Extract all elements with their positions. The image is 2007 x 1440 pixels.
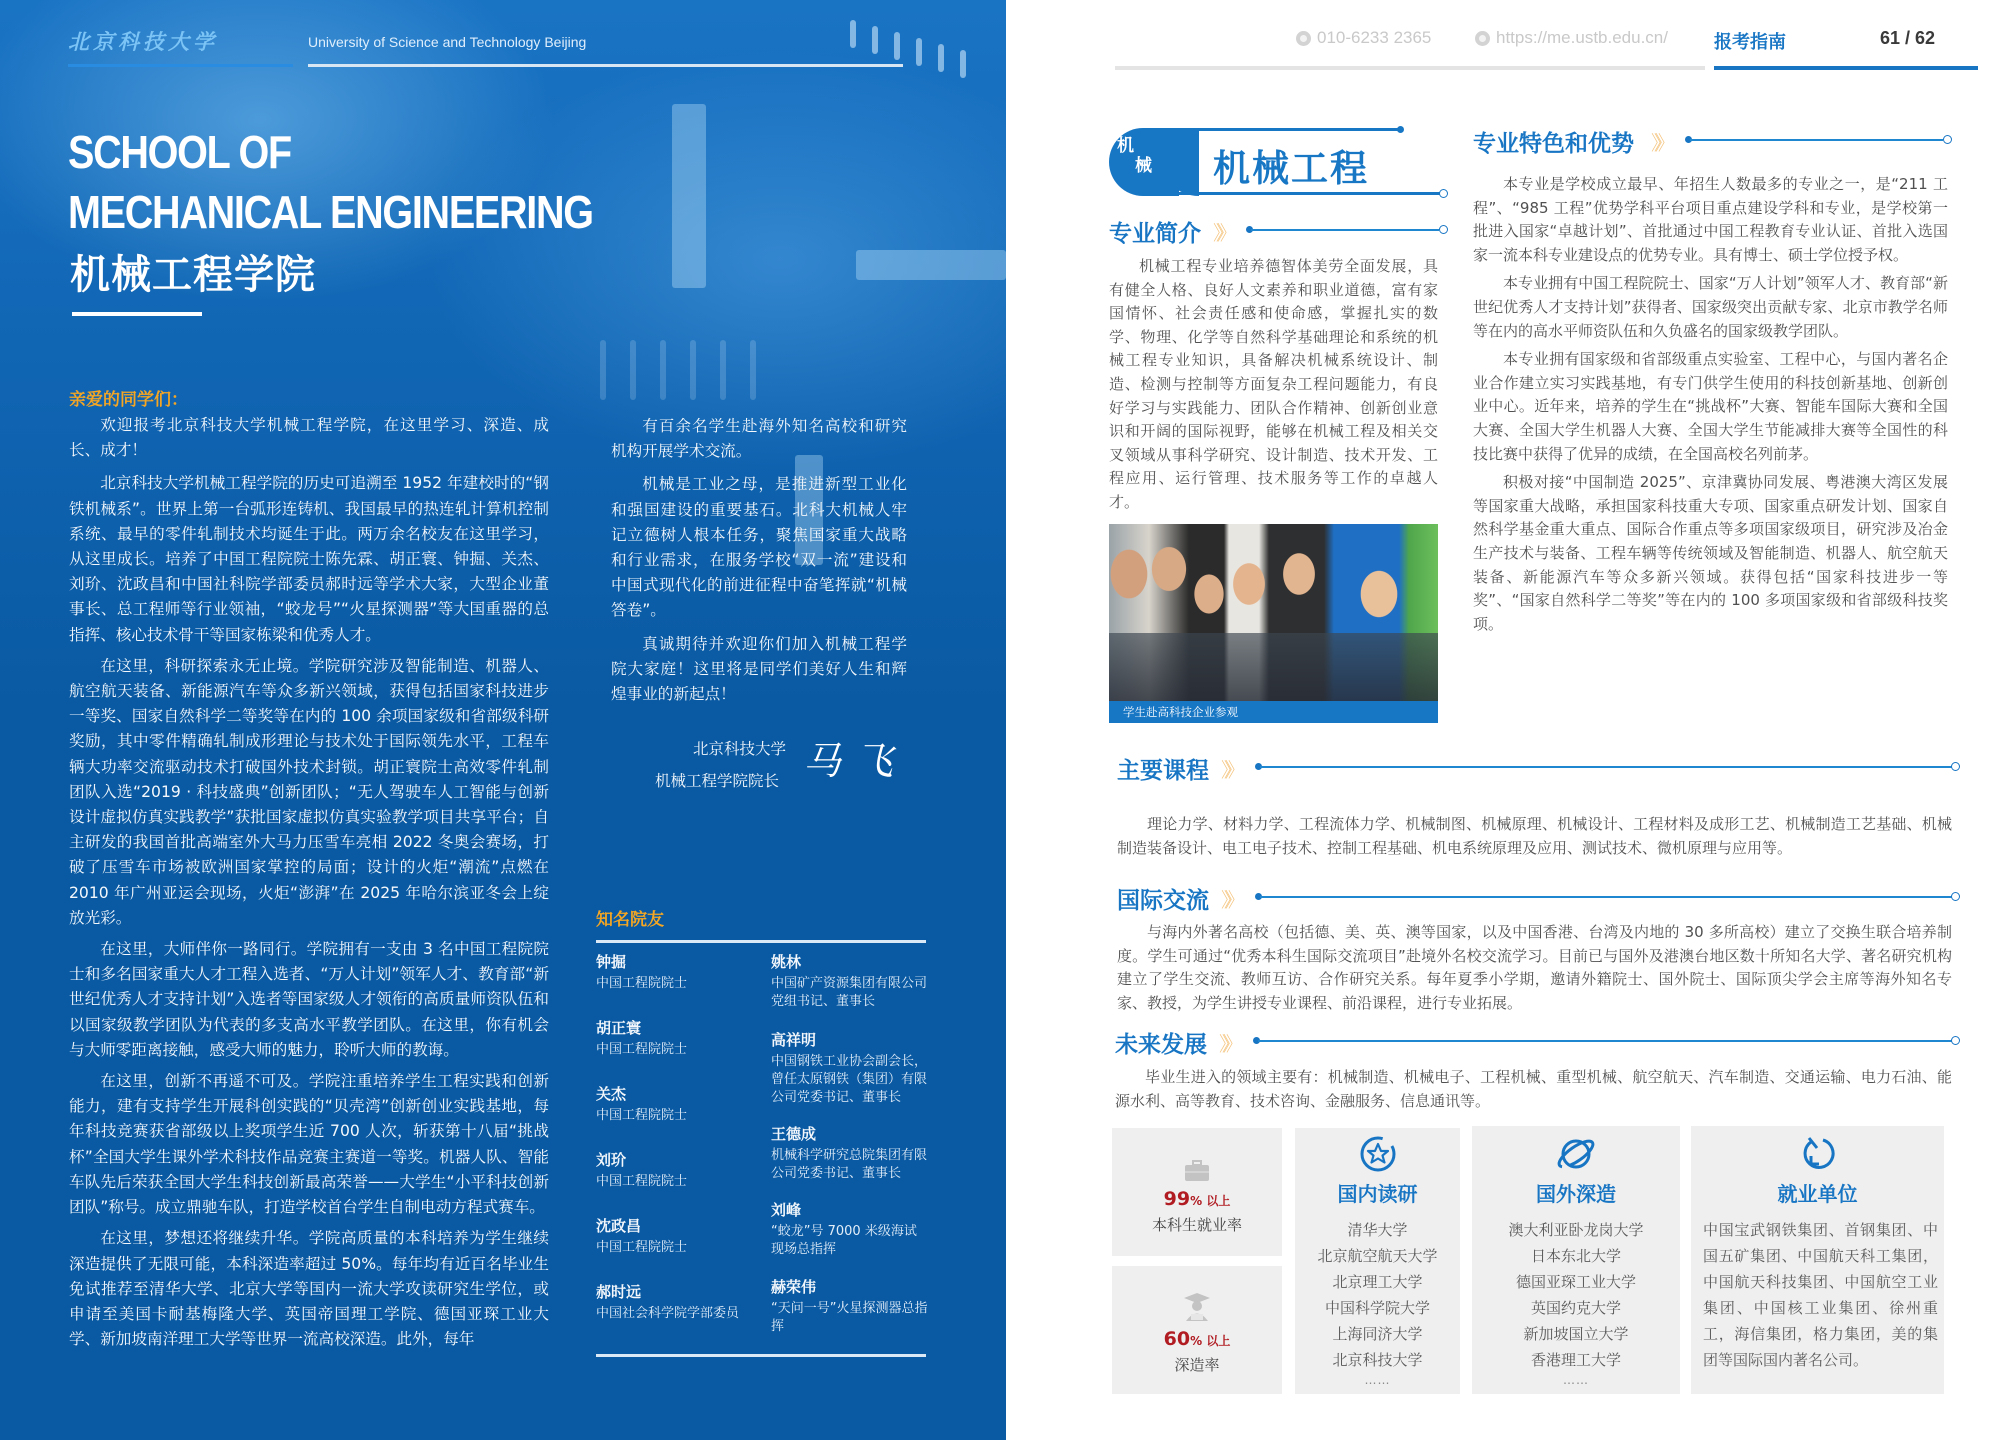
decorative-stripe — [916, 38, 922, 66]
employers-text: 中国宝武钢铁集团、首钢集团、中国五矿集团、中国航天科工集团，中国航天科技集团、中国航空工业集团、中国核工业集团、徐州重工，海信集团，格力集团，美的集团等国际国内著名公司。 — [1703, 1221, 1938, 1369]
decorative-stripe — [600, 340, 606, 400]
future-paragraph: 毕业生进入的领域主要有：机械制造、机械电子、工程机械、重型机械、航空航天、汽车制造、交通运输、电力石油、能源水利、高等教育、技术咨询、金融服务、信息通讯等。 — [1115, 1068, 1952, 1110]
section-header-intro — [1109, 215, 1449, 247]
features-text — [1473, 173, 1948, 641]
alumni-item — [596, 952, 687, 993]
section-line — [1260, 896, 1952, 898]
section-line — [1251, 229, 1439, 231]
page-number: 61 / 62 — [1880, 28, 1936, 48]
alumni-role: 中国工程院院士 — [596, 976, 688, 991]
badge-line — [1179, 128, 1399, 131]
right-page — [1006, 0, 2007, 1440]
card-title: 国外深造 — [1536, 1182, 1616, 1206]
header-rule-accent — [1714, 66, 1978, 70]
section-header-future — [1115, 1026, 1962, 1058]
employment-rate-card — [1112, 1128, 1282, 1256]
decorative-stripe — [720, 340, 726, 400]
section-header-features — [1473, 125, 1953, 157]
phone-contact — [1296, 28, 1431, 48]
section-title: 专业特色和优势 — [1473, 131, 1634, 157]
further-study-rate-card — [1112, 1266, 1282, 1394]
letter-paragraph: 在这里，大师伴你一路同行。学院拥有一支由 3 名中国工程院院士和多名国家重大人才工程入选者、“万人计划”领军人才、教育部“新世纪优秀人才支持计划”入选者等国家级人才领衔的高质量师资队伍和以国家级教学团队为代表的多支高水平教学团队。在这里，你有机会与大师零距离接触，感受大师的魅力，聆听大师的教诲。 — [69, 940, 549, 1059]
university-item: 上海同济大学 — [1332, 1325, 1423, 1343]
courses-paragraph: 理论力学、材料力学、工程流体力学、机械制图、机械原理、机械设计、工程材料及成形工艺、机械制造工艺基础、机械制造装备设计、电工电子技术、控制工程基础、机电系统原理及应用、测试技术、微机原理与应用等。 — [1117, 815, 1952, 857]
dean-letter-column-1 — [69, 387, 549, 1358]
alumni-name: 钟掘 — [596, 953, 627, 971]
chevron-icon: 》》 — [1651, 131, 1669, 155]
handwritten-signature: 马飞 — [803, 739, 908, 783]
more-ellipsis: …… — [1364, 1373, 1391, 1387]
university-item: 日本东北大学 — [1530, 1247, 1621, 1265]
alumni-name: 王德成 — [771, 1125, 817, 1143]
student-visit-photo — [1109, 524, 1438, 723]
letter-paragraph: 在这里，创新不再遥不可及。学院注重培养学生工程实践和创新能力，建有支持学生开展科创实践的“贝壳湾”创新创业实践基地，每年科技竞赛获省部级以上奖项学生近 700 人次，斩获第十八届“挑战杯”全国大学生课外学术科技作品竞赛主赛道一等奖。机器人队、智能车队先后荣获全国大学生科技创新最高荣誉——大学生“小平科技创新团队”称号。成立鼎驰车队，打造学校首台学生自制电动方程式赛车。 — [69, 1072, 549, 1217]
section-ring — [1951, 892, 1960, 901]
section-ring — [1951, 762, 1960, 771]
letter-paragraph: 欢迎报考北京科技大学机械工程学院，在这里学习、深造、成长、成才！ — [69, 416, 549, 460]
stat-number: 60 — [1163, 1328, 1191, 1350]
alumni-item — [596, 1018, 687, 1059]
school-title-english — [68, 122, 593, 242]
stat-number: 99 — [1163, 1188, 1191, 1210]
alumni-item — [771, 1124, 929, 1183]
power-icon — [1799, 1134, 1837, 1176]
section-title: 主要课程 — [1117, 758, 1209, 784]
employment-rate-label: 本科生就业率 — [1151, 1216, 1242, 1234]
university-item: 澳大利亚卧龙岗大学 — [1508, 1221, 1644, 1239]
alumni-name: 沈政昌 — [596, 1217, 642, 1235]
section-title: 国际交流 — [1117, 888, 1209, 914]
title-line-1: SCHOOL OF — [68, 126, 291, 178]
university-item: 新加坡国立大学 — [1523, 1325, 1629, 1343]
header-rule — [68, 64, 293, 67]
alumni-item — [771, 1277, 929, 1336]
website-contact[interactable] — [1475, 28, 1668, 48]
intro-paragraph: 机械工程专业培养德智体美劳全面发展，具有健全人格、良好人文素养和职业道德，富有家国情怀、社会责任感和使命感，掌握扎实的数学、物理、化学等自然科学基础理论和系统的机械工程专业知识，具备解决机械系统设计、制造、检测与控制等方面复杂工程问题能力，有良好学习与实践能力、团队合作精神、创新创业意识和开阔的国际视野，能够在机械工程及相关交叉领域从事科学研究、设计制造、技术开发、工程应用、运行管理、技术服务等工作的卓越人才。 — [1109, 257, 1438, 511]
alumni-name: 高祥明 — [771, 1031, 817, 1049]
decorative-stripe — [938, 44, 944, 72]
intro-text — [1109, 255, 1438, 520]
alumni-rule — [596, 940, 926, 943]
alumni-name: 郝时远 — [596, 1283, 642, 1301]
decorative-stripe — [630, 340, 636, 400]
decorative-stripe — [690, 340, 696, 400]
chevron-icon: 》》 — [1219, 1032, 1237, 1056]
university-item: 清华大学 — [1347, 1221, 1408, 1239]
alumni-name: 刘玠 — [596, 1151, 627, 1169]
badge-char: 机 — [1117, 136, 1134, 156]
major-title: 机械工程 — [1213, 147, 1369, 190]
alumni-item — [771, 1200, 929, 1259]
signature-title: 机械工程学院院长 — [655, 772, 780, 790]
future-text — [1115, 1066, 1952, 1118]
abroad-university-list — [1472, 1217, 1680, 1373]
header-rule — [1115, 66, 1705, 70]
alumni-role: “蛟龙”号 7000 米级海试现场总指挥 — [771, 1224, 917, 1257]
alumni-rule — [596, 1354, 926, 1357]
decorative-stripe — [872, 26, 878, 54]
badge-line — [1169, 192, 1441, 195]
major-badge-text — [1117, 136, 1152, 176]
section-header-courses — [1117, 752, 1962, 784]
alumni-name: 赫荣伟 — [771, 1278, 817, 1296]
features-paragraph: 积极对接“中国制造 2025”、京津冀协同发展、粤港澳大湾区发展等国家重大战略，承担国家科技重大专项、国家重点研发计划、国家自然科学基金重大重点、国际合作重点等多项国家级项目，研究涉及冶金生产技术与装备、工程车辆等传统领域及智能制造、机器人、航空航天装备、新能源汽车等众多新兴领域。获得包括“国家科技进步一等奖”、“国家自然科学二等奖”等在内的 100 多项国家级和省部级科技奖项。 — [1473, 473, 1948, 633]
alumni-name: 关杰 — [596, 1085, 627, 1103]
alumni-role: 中国工程院院士 — [596, 1108, 688, 1123]
abroad-study-card — [1472, 1126, 1680, 1394]
briefcase-icon — [1184, 1160, 1210, 1186]
alumni-role: 中国工程院院士 — [596, 1174, 688, 1189]
university-english-name: University of Science and Technology Beijing — [308, 34, 587, 50]
letter-paragraph: 机械是工业之母，是推进新型工业化和强国建设的重要基石。北科大机械人牢记立德树人根本任务，聚焦国家重大战略和行业需求，在服务学校“双一流”建设和中国式现代化的前进征程中奋笔挥就“机械答卷”。 — [611, 475, 907, 620]
graduate-icon — [1183, 1292, 1211, 1326]
alumni-role: “天问一号”火星探测器总指挥 — [771, 1301, 928, 1334]
university-item: 中国科学院大学 — [1324, 1299, 1430, 1317]
alumni-role: 中国矿产资源集团有限公司党组书记、董事长 — [771, 976, 928, 1009]
alumni-item — [771, 1030, 929, 1107]
features-paragraph: 本专业拥有中国工程院院士、国家“万人计划”领军人才、教育部“新世纪优秀人才支持计划”获得者、国家级突出贡献专家、北京市教学名师等在内的高水平师资队伍和久负盛名的国家级教学团队。 — [1473, 274, 1948, 340]
university-item: 英国约克大学 — [1530, 1299, 1621, 1317]
exchange-text — [1117, 921, 1952, 1020]
planet-icon — [1555, 1134, 1597, 1178]
alumni-item — [596, 1150, 687, 1191]
university-item: 香港理工大学 — [1530, 1351, 1621, 1369]
university-logo: 北京科技大学 — [68, 29, 218, 54]
domestic-grad-card — [1295, 1128, 1460, 1394]
card-title: 就业单位 — [1777, 1182, 1858, 1206]
section-line — [1690, 139, 1943, 141]
chevron-icon: 》》 — [1221, 888, 1239, 912]
section-title: 未来发展 — [1115, 1032, 1207, 1058]
alumni-item — [596, 1084, 687, 1125]
chevron-icon: 》》 — [1213, 221, 1231, 245]
website-link[interactable]: https://me.ustb.edu.cn/ — [1496, 28, 1668, 47]
photo-shading — [1109, 633, 1438, 703]
courses-text — [1117, 813, 1952, 865]
letter-paragraph: 有百余名学生赴海外知名高校和研究机构开展学术交流。 — [611, 417, 907, 461]
features-paragraph: 本专业是学校成立最早、年招生人数最多的专业之一，是“211 工程”、“985 工程”优势学科平台项目重点建设学科和专业，是学校第一批进入国家“卓越计划”、首批通过中国工程教育专业认证、首批入选国家一流本科专业建设点的优势专业。具有博士、硕士学位授予权。 — [1473, 175, 1948, 264]
major-title-badge — [1109, 124, 1449, 200]
section-header-exchange — [1117, 882, 1962, 914]
stat-unit: % 以上 — [1190, 1334, 1231, 1348]
university-item: 北京理工大学 — [1332, 1273, 1423, 1291]
further-study-rate-label: 深造率 — [1174, 1356, 1220, 1374]
badge-char: 械 — [1135, 156, 1152, 176]
alumni-item — [596, 1282, 739, 1323]
phone-number: 010-6233 2365 — [1317, 28, 1432, 47]
letter-paragraph: 在这里，梦想还将继续升华。学院高质量的本科培养为学生继续深造提供了无限可能，本科深造率超过 50%。每年均有近百名毕业生免试推荐至清华大学、北京大学等国内一流大学攻读研究生学位，或申请至美国卡耐基梅隆大学、英国帝国理工学院、德国亚琛工业大学、新加坡南洋理工大学等世界一流高校深造。此外，每年 — [69, 1229, 549, 1349]
exchange-paragraph: 与海内外著名高校（包括德、美、英、澳等国家，以及中国香港、台湾及内地的 30 多所高校）建立了交换生联合培养制度。学生可通过“优秀本科生国际交流项目”赴境外名校交流学习。目前已与国外及港澳台地区数十所知名大学、著名研究机构建立了学生交流、教师互访、合作研究关系。每年夏季小学期，邀请外籍院士、国外院士、国际顶尖学会主席等海外知名专家、教授，为学生讲授专业课程、前沿课程，进行专业拓展。 — [1117, 923, 1952, 1012]
photo-caption: 学生赴高科技企业参观 — [1109, 701, 1438, 723]
employment-rate-value — [1112, 1188, 1282, 1210]
university-item: 德国亚琛工业大学 — [1515, 1273, 1636, 1291]
features-paragraph: 本专业拥有国家级和省部级重点实验室、工程中心，与国内著名企业合作建立实习实践基地，有专门供学生使用的科技创新基地、创新创业中心。近年来，培养的学生在“挑战杯”大赛、智能车国际大赛和全国大赛、全国大学生机器人大赛、全国大学生节能减排大赛等全国性的科技比赛中获得了优异的成绩，在全国高校名列前茅。 — [1473, 350, 1948, 463]
card-title: 国内读研 — [1337, 1182, 1418, 1206]
employers-card — [1691, 1126, 1944, 1394]
title-underline — [72, 312, 202, 316]
globe-icon — [1475, 31, 1490, 46]
section-ring — [1951, 1036, 1960, 1045]
further-study-rate-value — [1112, 1328, 1282, 1350]
school-title-chinese: 机械工程学院 — [70, 252, 316, 298]
phone-icon — [1296, 31, 1311, 46]
chevron-icon: 》》 — [1221, 758, 1239, 782]
letter-paragraph: 真诚期待并欢迎你们加入机械工程学院大家庭！这里将是同学们美好人生和辉煌事业的新起点！ — [611, 634, 907, 704]
alumni-item — [771, 952, 929, 1011]
section-title: 专业简介 — [1109, 221, 1201, 247]
alumni-role: 中国工程院院士 — [596, 1240, 688, 1255]
decorative-stripe — [750, 340, 756, 400]
alumni-heading: 知名院友 — [596, 910, 664, 930]
header-rule — [308, 64, 903, 67]
section-label: 报考指南 — [1714, 32, 1786, 53]
domestic-university-list — [1295, 1217, 1460, 1373]
badge-ring — [1439, 189, 1448, 198]
letter-paragraph: 北京科技大学机械工程学院的历史可追溯至 1952 年建校时的“钢铁机械系”。世界上第一台弧形连铸机、我国最早的热连轧计算机控制系统、最早的零件轧制技术均诞生于此。两万余名校友在这里学习，从这里成长。培养了中国工程院院士陈先霖、胡正寰、钟掘、关杰、刘玠、沈政昌和中国社科院学部委员郝时远等学术大家，大型企业董事长、总工程师等行业领袖，“蛟龙号”“火星探测器”等大国重器的总指挥、核心技术骨干等国家栋梁和优秀人才。 — [69, 474, 549, 644]
star-badge-icon — [1358, 1134, 1398, 1178]
decorative-stripe — [960, 50, 966, 78]
more-ellipsis: …… — [1563, 1373, 1589, 1387]
section-ring — [1439, 225, 1448, 234]
title-line-2: MECHANICAL ENGINEERING — [68, 186, 593, 238]
decorative-light-bar — [672, 104, 706, 288]
decorative-stripe — [660, 340, 666, 400]
section-line — [1258, 1040, 1952, 1042]
alumni-role: 中国工程院院士 — [596, 1042, 688, 1057]
university-item: 北京科技大学 — [1332, 1351, 1423, 1369]
section-ring — [1943, 135, 1952, 144]
alumni-name: 姚林 — [771, 953, 802, 971]
letter-paragraph: 在这里，科研探索永无止境。学院研究涉及智能制造、机器人、航空航天装备、新能源汽车等众多新兴领域，获得包括国家科技进步一等奖、国家自然科学二等奖等在内的 100 余项国家级和省部级科研奖励，其中零件精确轧制成形理论与技术处于国际领先水平，工程车辆大功率交流驱动技术打破国外技术封锁。胡正寰院士高效零件轧制团队入选“2019 · 科技盛典”创新团队；“无人驾驶车人工智能与创新设计虚拟仿真实践教学”获批国家虚拟仿真实验教学项目共享平台；自主研发的我国首批高端室外大马力压雪车亮相 2022 冬奥会赛场，打破了压雪车市场被欧洲国家掌控的局面；设计的火炬“潮流”点燃在 2010 年广州亚运会现场，火炬“澎湃”在 2025 年哈尔滨亚冬会上绽放光彩。 — [69, 656, 549, 927]
stat-unit: % 以上 — [1190, 1194, 1231, 1208]
alumni-role: 中国社会科学院学部委员 — [596, 1306, 740, 1321]
university-item: 北京航空航天大学 — [1317, 1247, 1438, 1265]
notable-alumni — [596, 905, 928, 1334]
dean-letter-column-2 — [611, 414, 907, 715]
decorative-stripe — [850, 20, 856, 48]
letter-greeting: 亲爱的同学们： — [69, 390, 188, 410]
badge-dot — [1397, 126, 1404, 133]
alumni-item — [596, 1216, 687, 1257]
signature-university: 北京科技大学 — [693, 740, 787, 758]
alumni-name: 刘峰 — [771, 1201, 802, 1219]
alumni-name: 胡正寰 — [596, 1019, 642, 1037]
alumni-role: 机械科学研究总院集团有限公司党委书记、董事长 — [771, 1148, 928, 1181]
decorative-stripe — [894, 32, 900, 60]
decorative-light-bar — [856, 250, 1006, 280]
alumni-role: 中国钢铁工业协会副会长，曾任太原钢铁（集团）有限公司党委书记、董事长 — [771, 1054, 928, 1105]
section-line — [1260, 766, 1952, 768]
